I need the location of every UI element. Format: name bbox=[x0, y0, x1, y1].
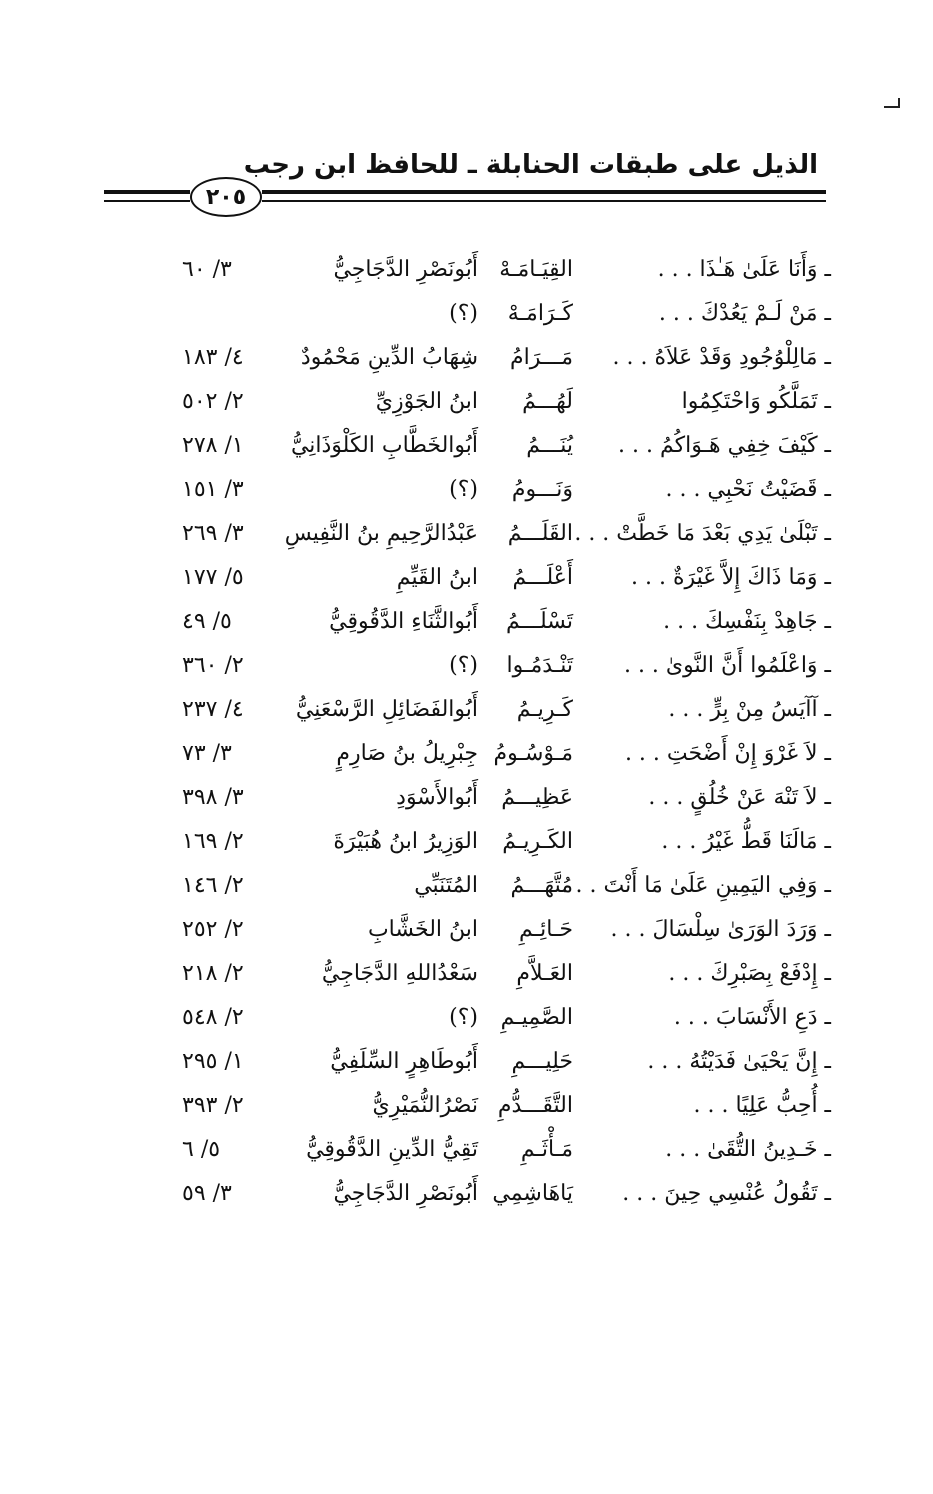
page-number-text: ٢٠٥ bbox=[205, 184, 247, 210]
table-row bbox=[0, 1000, 933, 1044]
volume-page-ref: ٥/ ٦ bbox=[182, 1137, 221, 1162]
header-rule-right-thin bbox=[262, 200, 826, 202]
volume-page-ref: ٣/ ٥٩ bbox=[182, 1181, 232, 1206]
poet-name: (؟) bbox=[449, 1005, 478, 1030]
table-row bbox=[0, 648, 933, 692]
volume-page-ref: ٣/ ٣٩٨ bbox=[182, 785, 244, 810]
table-row bbox=[0, 824, 933, 868]
verse-opening: ـ لاَ غَرْوَ إِنْ أَضْحَتِ . . . bbox=[624, 741, 831, 766]
table-row bbox=[0, 736, 933, 780]
verse-opening: ـ أُحِبُّ عَلِيًا . . . bbox=[693, 1093, 831, 1118]
verse-opening: ـ خَـدِينُ التُّقَىٰ . . . bbox=[665, 1137, 831, 1162]
verse-opening: ـ دَعِ الأَنْسَابَ . . . bbox=[673, 1005, 831, 1030]
verse-opening: ـ تَبْلَىٰ يَدِي بَعْدَ مَا خَطَّتْ . . . bbox=[574, 521, 831, 546]
volume-page-ref: ٢/ ٥٠٢ bbox=[182, 389, 244, 414]
volume-page-ref: ٥/ ١٧٧ bbox=[182, 565, 244, 590]
volume-page-ref: ٢/ ٥٤٨ bbox=[182, 1005, 244, 1030]
table-row bbox=[0, 868, 933, 912]
rhyme-word: مَـوْسُـومُ bbox=[493, 741, 573, 766]
table-row bbox=[0, 340, 933, 384]
table-row bbox=[0, 692, 933, 736]
table-row bbox=[0, 296, 933, 340]
rhyme-word: القِيَـامَـهْ bbox=[499, 257, 573, 282]
poet-name: نَصْرُالنُّمَيْرِيُّ bbox=[372, 1093, 478, 1118]
rhyme-word: كَـرَامَـهْ bbox=[507, 301, 573, 326]
table-row bbox=[0, 1088, 933, 1132]
table-row bbox=[0, 384, 933, 428]
volume-page-ref: ١/ ٢٧٨ bbox=[182, 433, 244, 458]
poet-name: شِهَابُ الدِّينِ مَحْمُودٌ bbox=[300, 345, 478, 370]
rhyme-word: مَـأْثَـمِ bbox=[520, 1137, 573, 1162]
rhyme-word: أَعْلَـــمُ bbox=[512, 565, 573, 590]
table-row bbox=[0, 604, 933, 648]
verse-opening: ـ جَاهِدْ بِنَفْسِكَ . . . bbox=[663, 609, 831, 634]
running-header-title: الذيل على طبقات الحنابلة ـ للحافظ ابن رجب bbox=[243, 150, 818, 180]
volume-page-ref: ٢/ ٣٩٣ bbox=[182, 1093, 244, 1118]
poet-name: المُتَنَبِّي bbox=[414, 873, 478, 898]
volume-page-ref: ٢/ ٢٥٢ bbox=[182, 917, 244, 942]
volume-page-ref: ٢/ ١٤٦ bbox=[182, 873, 244, 898]
table-row bbox=[0, 560, 933, 604]
verse-opening: ـ كَيْفَ خِفِي هَـوَاكُمُ . . . bbox=[618, 433, 831, 458]
corner-mark bbox=[884, 98, 900, 108]
table-row bbox=[0, 472, 933, 516]
poet-name: تَقِيُّ الدِّينِ الدَّقُوقِيُّ bbox=[306, 1137, 478, 1162]
rhyme-word: حَـائِـمِ bbox=[519, 917, 573, 942]
verse-opening: ـ وَاعْلَمُوا أَنَّ النَّوىٰ . . . bbox=[623, 653, 831, 678]
poet-name: (؟) bbox=[449, 301, 478, 326]
volume-page-ref: ٣/ ٢٦٩ bbox=[182, 521, 244, 546]
rhyme-word: حَلِيـــمِ bbox=[511, 1049, 573, 1074]
rhyme-word: تَسْلَـــمُ bbox=[505, 609, 573, 634]
volume-page-ref: ٢/ ٢١٨ bbox=[182, 961, 244, 986]
poet-name: أَبُونَصْرِ الدَّجَاجِيُّ bbox=[333, 1181, 478, 1206]
rhyme-word: الصَّمِيـمِ bbox=[500, 1005, 573, 1030]
rhyme-word: عَظِيـــمُ bbox=[501, 785, 573, 810]
rhyme-word: الكَـرِيـمُ bbox=[502, 829, 573, 854]
table-row bbox=[0, 428, 933, 472]
poet-name: أَبُوالخَطَّابِ الكَلْوَذَانِيُّ bbox=[290, 433, 478, 458]
rhyme-word: يَاهَاشِمِي bbox=[492, 1181, 573, 1206]
poet-name: (؟) bbox=[449, 653, 478, 678]
poet-name: أَبُوالأَسْوَدِ bbox=[396, 785, 478, 810]
verse-opening: ـ مَالَنَا قَطُّ غَيْرُ . . . bbox=[661, 829, 831, 854]
volume-page-ref: ٣/ ١٥١ bbox=[182, 477, 244, 502]
volume-page-ref: ١/ ٢٩٥ bbox=[182, 1049, 244, 1074]
rhyme-word: التَّقَـــدُّمِ bbox=[497, 1093, 573, 1118]
rhyme-word: تَنْـدَمُـوا bbox=[506, 653, 573, 678]
rhyme-word: مَـــرَامُ bbox=[510, 345, 573, 370]
page-number bbox=[190, 177, 262, 217]
poet-name: أَبُوالثَّنَاءِ الدَّقُوقِيُّ bbox=[329, 609, 478, 634]
header-rule-left-thick bbox=[104, 190, 190, 194]
table-row bbox=[0, 912, 933, 956]
poet-name: ابنُ الخَشَّابِ bbox=[367, 917, 478, 942]
verse-opening: ـ لاَ تَنْهَ عَنْ خُلُقٍ . . . bbox=[648, 785, 831, 810]
poet-name: الوَزِيرُ ابنُ هُبَيْرَةَ bbox=[333, 829, 478, 854]
volume-page-ref: ٢/ ٣٦٠ bbox=[182, 653, 244, 678]
volume-page-ref: ٤/ ٢٣٧ bbox=[182, 697, 244, 722]
verse-index-table bbox=[0, 252, 933, 1220]
volume-page-ref: ٣/ ٧٣ bbox=[182, 741, 232, 766]
verse-opening: ـ إِدْفَعْ بِصَبْرِكَ . . . bbox=[668, 961, 831, 986]
table-row bbox=[0, 252, 933, 296]
table-row bbox=[0, 956, 933, 1000]
table-row bbox=[0, 1044, 933, 1088]
verse-opening: ـ وَفِي اليَمِينِ عَلَىٰ مَا أَنْتَ . . . bbox=[561, 873, 831, 898]
verse-opening: ـ مَنْ لَـمْ يَعُدْكَ . . . bbox=[658, 301, 831, 326]
poet-name: أَبُونَصْرِ الدَّجَاجِيُّ bbox=[333, 257, 478, 282]
verse-opening: ـ إِنَّ يَحْيَىٰ فَدَيْتُهُ . . . bbox=[647, 1049, 831, 1074]
poet-name: جِبْرِيلُ بنُ صَارِمٍ bbox=[336, 741, 478, 766]
verse-opening: ـ تَقُولُ عُنْسِي حِينَ . . . bbox=[622, 1181, 831, 1206]
poet-name: سَعْدُاللهِ الدَّجَاجِيُّ bbox=[321, 961, 478, 986]
header-rule-left-thin bbox=[104, 200, 190, 202]
rhyme-word: يُنَـــمُ bbox=[526, 433, 573, 458]
table-row bbox=[0, 1176, 933, 1220]
rhyme-word: القَلَـــمُ bbox=[507, 521, 573, 546]
poet-name: أَبُوطَاهِرٍ السِّلَفِيُّ bbox=[330, 1049, 478, 1074]
poet-name: أَبُوالفَضَائِلِ الرَّسْعَنِيُّ bbox=[295, 697, 478, 722]
header-rule-right-thick bbox=[262, 190, 826, 194]
poet-name: عَبْدُالرَّحِيمِ بنُ النَّفِيسِ bbox=[284, 521, 478, 546]
rhyme-word: مُتَّهَـــمُ bbox=[510, 873, 573, 898]
rhyme-word: كَـرِيـمُ bbox=[516, 697, 573, 722]
volume-page-ref: ٢/ ١٦٩ bbox=[182, 829, 244, 854]
verse-opening: ـ مَالِلْوُجُودِ وَقَدْ عَلاَهُ . . . bbox=[612, 345, 831, 370]
verse-opening: ـ آآيَسُ مِنْ بِرٍّ . . . bbox=[668, 697, 831, 722]
poet-name: (؟) bbox=[449, 477, 478, 502]
verse-opening: ـ وَمَا ذَاكَ إِلاَّ غَيْرَةٌ . . . bbox=[631, 565, 831, 590]
rhyme-word: العَـلاَّمِ bbox=[516, 961, 573, 986]
rhyme-word: لَهُـــمُ bbox=[522, 389, 573, 414]
volume-page-ref: ٤/ ١٨٣ bbox=[182, 345, 244, 370]
verse-opening: ـ وَرَدَ الوَرَىٰ سِلْسَالَ . . . bbox=[610, 917, 831, 942]
table-row bbox=[0, 780, 933, 824]
volume-page-ref: ٣/ ٦٠ bbox=[182, 257, 232, 282]
verse-opening: ـ قَضَيْتُ نَحْبِي . . . bbox=[665, 477, 831, 502]
table-row bbox=[0, 516, 933, 560]
poet-name: ابنُ الجَوْزِيِّ bbox=[375, 389, 478, 414]
volume-page-ref: ٥/ ٤٩ bbox=[182, 609, 232, 634]
verse-opening: ـ تَمَلَّكُو وَاحْتَكِمُوا bbox=[681, 389, 831, 414]
verse-opening: ـ وَأَنَا عَلَىٰ هَـٰذَا . . . bbox=[657, 257, 831, 282]
table-row bbox=[0, 1132, 933, 1176]
rhyme-word: وَنَـــومُ bbox=[511, 477, 573, 502]
poet-name: ابنُ القَيِّمِ bbox=[396, 565, 478, 590]
